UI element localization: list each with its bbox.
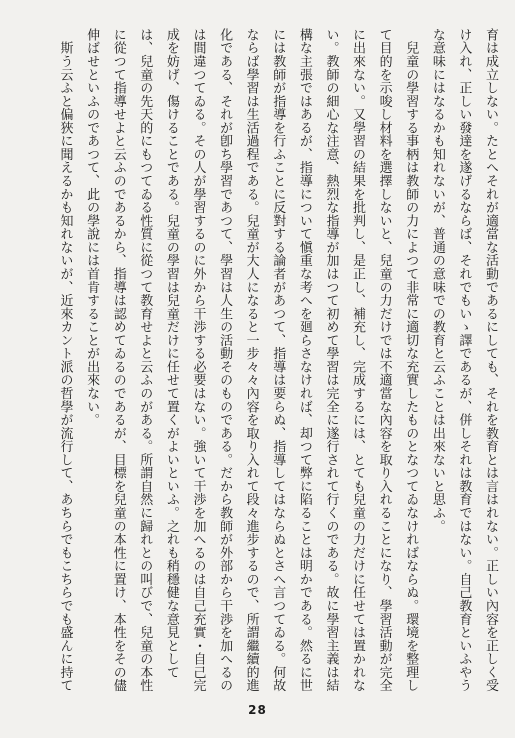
text-column: 育は成立しない。たとへそれが適當な活動であるにしても、それを教育とは言はれない。正しい內容を正しく受 [483,28,498,692]
text-column: 斯う云ふと偏狹に聞えるかも知れないが、近來カント派の哲學が流行して、あちらでもこちらでも盛んに持て [57,28,73,692]
page-number: 28 [248,703,267,717]
text-column: 構な主張ではあるが、指導について愼重な考へを廻らさなければ、却つて弊に陷ることは明かである。然るに世 [296,28,312,692]
text-column: な意味にはなるかも知れないが、普通の意味での教育と云ふことは出來ないと思ふ。 [429,28,445,533]
text-column: 伸ばせといふのであつて、此の學說には首肯することが出來ない。 [84,28,100,427]
text-column: ならば學習は生活過程である。兒童が大人になると一步々々內容を取り入れて段々進步するので、所謂繼續的進 [243,28,259,692]
text-column: い。教師の細心な注意、熱烈な指導が加はつて初めて學習は完全に遂行されて行くのである。故に學習主義は結 [323,28,339,692]
text-column: に從つて指導せよと云ふのであるから、指導は認めてゐるのであるが、目標を兒童の本性に置け、本性をその儘 [110,28,126,692]
text-column: て目的を示唆し材料を選擇しないと、兒童の力だけでは不適當な內容を取り入れることになり、學習活動が完全 [376,28,392,692]
text-column: は間違つてゐる。その人が學習するのに外から干渉する必要はない。強いて干渉を加へるのは自己充實・自己完 [190,28,206,692]
text-column: に出來ない。又學習の結果を批判し、是正し、補充し、完成するには、とても兒童の力だけに任せては置かれな [350,28,366,692]
text-column: 兒童の學習する事柄は教師の力によつて非常に適切な充實したものとなつてゐなければならぬ。環境を整理し [403,28,419,692]
text-column: 成を妨げ、傷けることである。兒童の學習は兒童だけに任せて置くがよいといふ。之れも稍穩健な意見として [163,28,179,679]
text-column: け入れ、正しい發達を遂げるならば、それでもいゝ譯であるが、併しそれは教育ではない。自己教育といふやう [456,28,472,692]
body-text [51,28,503,698]
text-column: には教師が指導を行ふことに反對する論者があつて、指導は要らぬ、指導してはならぬとさへ言つてゐる。何故 [270,28,286,692]
text-column: 化である、それが卽ち學習であつて、學習は人生の活動そのものである。だから教師が外部から干渉を加へるの [217,28,233,692]
text-column: は、兒童の先天的にもつてゐる性質に從つて教育せよと云ふのがある。所謂自然に歸れとの叫びで、兒童の本性 [137,28,153,692]
